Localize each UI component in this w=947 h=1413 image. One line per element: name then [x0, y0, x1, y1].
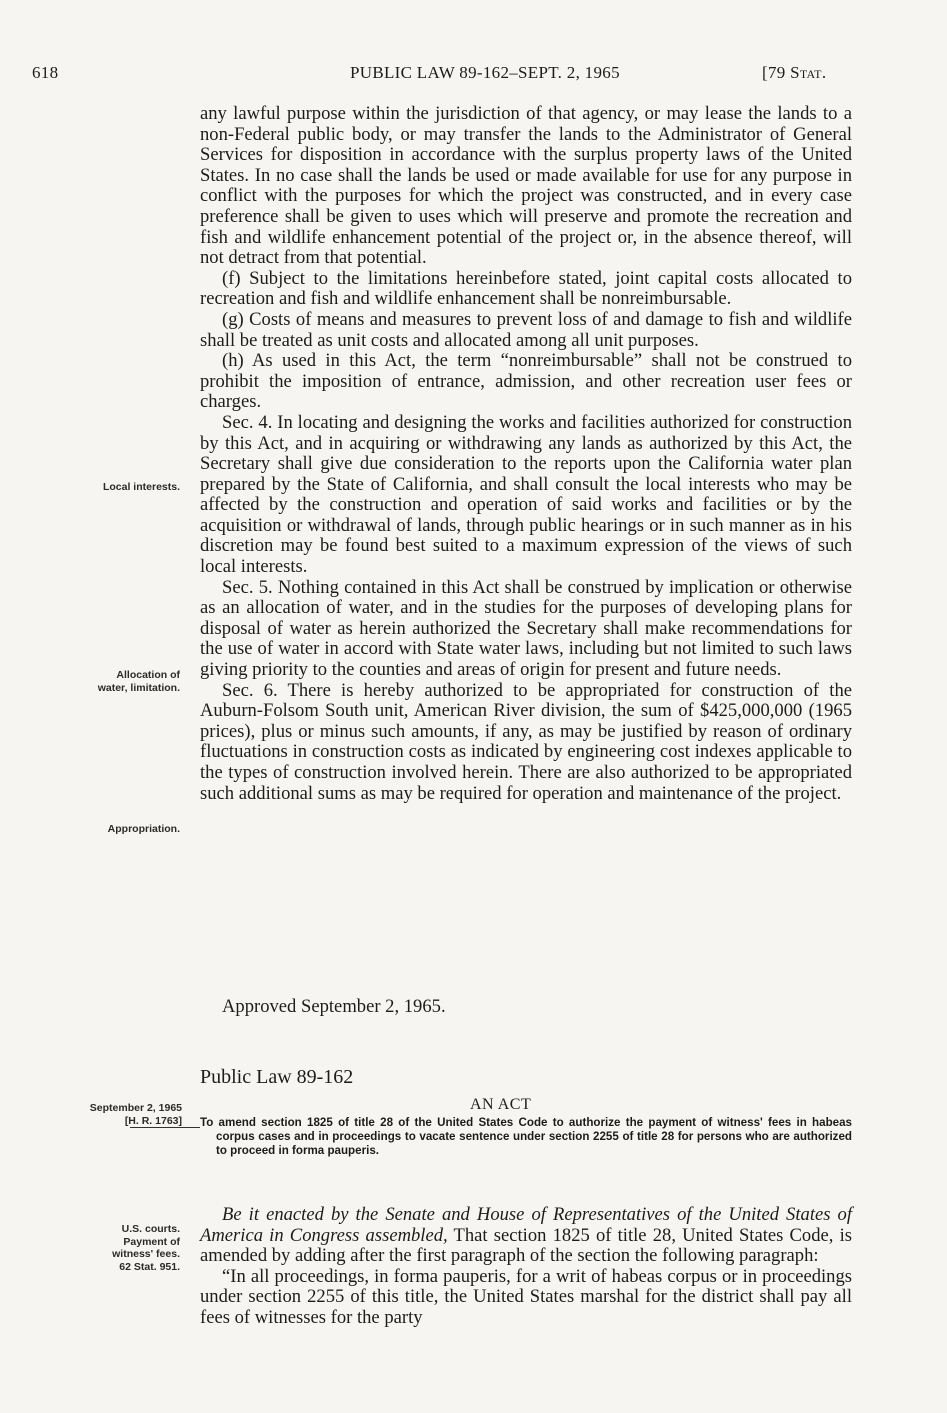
margin-note-line: witness' fees. [112, 1248, 180, 1260]
bill-divider [130, 1127, 200, 1128]
enacting-paragraph [200, 1205, 852, 1267]
enactment-date: September 2, 1965 [89, 1102, 182, 1114]
act-title-description [200, 1116, 852, 1157]
statute-word: Stat. [790, 63, 827, 82]
act-title-text: To amend section 1825 of title 28 of the United States Code to authorize the payment of witness' fees in habeas corpus cases and in proceedings to vacate sentence under section 2255 of title 28 for persons who are authorized to proceed in forma pauperis. [200, 1116, 852, 1157]
quoted-paragraph: “In all proceedings, in forma pauperis, for a writ of habeas corpus or in proceedings under section 2255 of this title, the United States marshal for the district shall pay all fees of witnesses for the party [200, 1265, 852, 1328]
section-5: Sec. 5. Nothing contained in this Act shall be construed by implication or otherwise as an allocation of water, and in the studies for the purposes of developing plans for disposal of water as herein authorized the Secretary shall make recommendations for the use of water in accord with State water laws, including but not limited to such laws giving priority to the counties and areas of origin for present and future needs. [200, 576, 852, 681]
margin-note-line: U.S. courts. [121, 1223, 180, 1235]
paragraph-f: (f) Subject to the limitations hereinbefore stated, joint capital costs allocated to recreation and fish and wildlife enhancement shall be nonreimbursable. [200, 267, 852, 310]
bill-number: [H. R. 1763] [124, 1115, 182, 1127]
running-title: PUBLIC LAW 89-162–SEPT. 2, 1965 [350, 63, 620, 82]
bill-margin-block [32, 1102, 182, 1128]
margin-note-us-courts [22, 1223, 180, 1273]
statute-volume: [79 [762, 63, 786, 82]
paragraph-h: (h) As used in this Act, the term “nonreimbursable” shall not be construed to prohibit the imposition of entrance, admission, and other recreation user fees or charges. [200, 350, 852, 413]
paragraph-continuation: any lawful purpose within the jurisdiction of that agency, or may lease the lands to a non-Federal public body, or may transfer the lands to the Administrator of General Services for disposition in accordance with the surplus property laws of the United States. In no case shall the lands be used or made available for use for any purpose in conflict with the purposes for which the project was constructed, and in every case preference shall be given to uses which will preserve and promote the recreation and fish and wildlife enhancement potential of the project or, in the absence thereof, will not detract from that potential. [200, 103, 852, 269]
section-6: Sec. 6. There is hereby authorized to be appropriated for construction of the Auburn-Folsom South unit, American River division, the sum of $425,000,000 (1965 prices), plus or minus such amounts, if any, as may be justified by reason of ordinary fluctuations in construction costs as indicated by engineering cost indexes applicable to the types of construction involved herein. There are also authorized to be appropriated such additional sums as may be required for operation and maintenance of the project. [200, 679, 852, 804]
margin-note-line: Allocation of [116, 669, 180, 681]
margin-note-text: Appropriation. [107, 823, 180, 835]
enacting-clause: Be it enacted by the Senate and House of Representatives of the United States of America in Congress assembled, [200, 1204, 852, 1246]
statute-reference [762, 63, 826, 83]
margin-note-line: water, limitation. [97, 681, 180, 694]
public-law-title: Public Law 89-162 [200, 1066, 354, 1088]
margin-note-text: Local interests. [102, 481, 180, 493]
an-act-heading: AN ACT [470, 1096, 532, 1113]
margin-note-appropriation [22, 823, 180, 836]
section-4: Sec. 4. In locating and designing the works and facilities authorized for construction by this Act, and in acquiring or withdrawing any lands as authorized by this Act, the Secretary shall give due consideration to the reports upon the California water plan prepared by the State of California, and shall consult the local interests who may be affected by the construction and operation of said works and facilities or by the acquisition or withdrawal of lands, through public hearings or in such manner as in his discretion may be found best suited to a maximum expression of the views of such local interests. [200, 411, 852, 578]
paragraph-g: (g) Costs of means and measures to prevent loss of and damage to fish and wildlife shall be treated as unit costs and allocated among all unit purposes. [200, 308, 852, 351]
main-text-column [200, 104, 852, 804]
enacting-text-column [200, 1205, 852, 1329]
margin-note-line: Payment of [123, 1235, 180, 1248]
margin-note-local-interests [22, 481, 180, 494]
enacting-body: That section 1825 of title 28, United States Code, is amended by adding after the first paragraph of the section the following paragraph: [200, 1224, 853, 1267]
page-number: 618 [32, 63, 59, 82]
approval-line: Approved September 2, 1965. [222, 996, 446, 1017]
margin-note-line: 62 Stat. 951. [119, 1260, 180, 1273]
margin-note-allocation [22, 669, 180, 694]
